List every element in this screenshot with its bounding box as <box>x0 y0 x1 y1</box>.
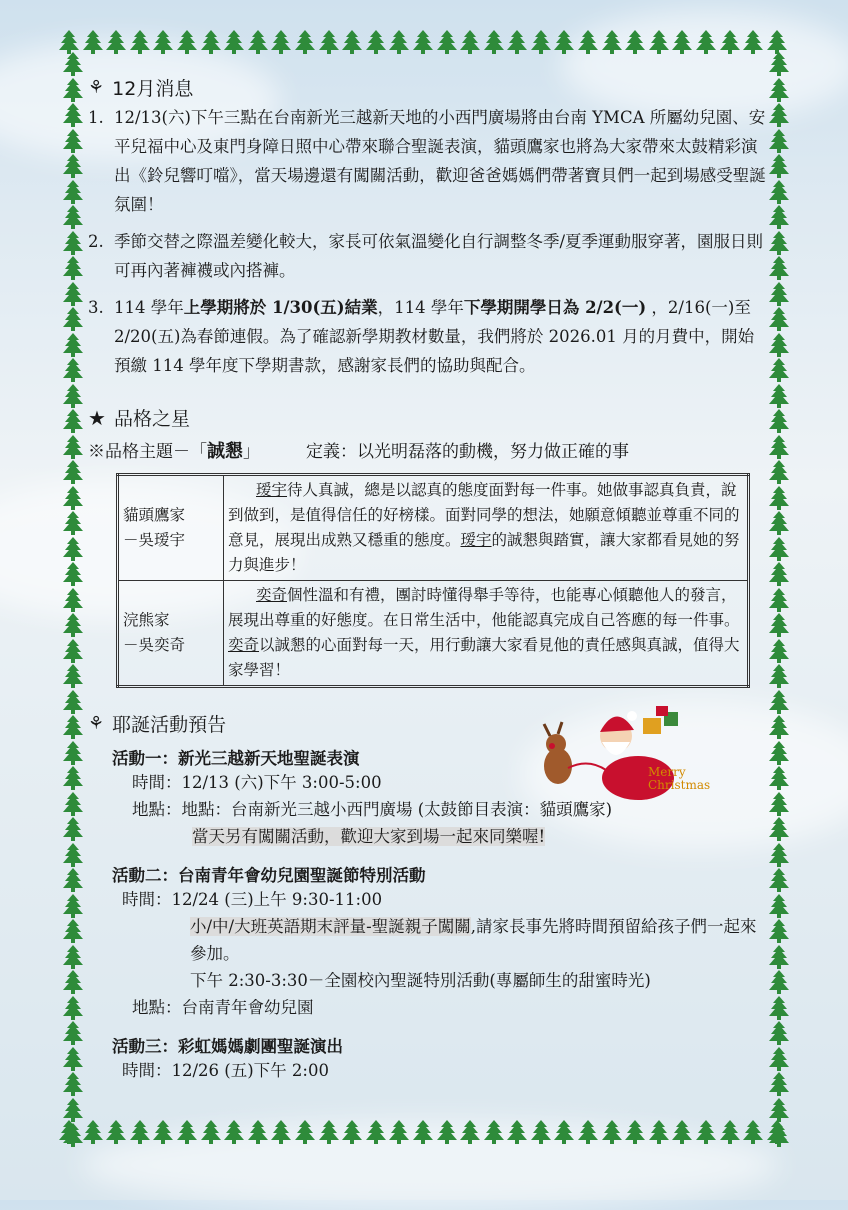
christmas-tree-icon <box>412 1120 434 1144</box>
christmas-tree-icon <box>695 1120 717 1144</box>
christmas-tree-icon <box>695 30 717 54</box>
christmas-tree-icon <box>129 30 151 54</box>
christmas-tree-icon <box>768 1123 790 1147</box>
christmas-tree-icon <box>742 1120 764 1144</box>
christmas-tree-icon <box>768 945 790 969</box>
event-3 <box>112 1033 768 1084</box>
christmas-tree-icon <box>388 1120 410 1144</box>
christmas-tree-icon <box>768 231 790 255</box>
christmas-tree-icon <box>768 205 790 229</box>
christmas-tree-icon <box>768 588 790 612</box>
christmas-tree-icon <box>768 613 790 637</box>
merry-christmas-text: Merry Christmas <box>648 765 711 792</box>
christmas-tree-icon <box>341 1120 363 1144</box>
news-title: 12月消息 <box>112 78 194 100</box>
christmas-tree-icon <box>223 30 245 54</box>
christmas-tree-icon <box>768 715 790 739</box>
item-number: 3. <box>88 298 104 317</box>
christmas-tree-icon <box>318 30 340 54</box>
semester-end: 上學期將於 1/30(五)結業 <box>183 298 378 317</box>
christmas-tree-icon <box>768 435 790 459</box>
christmas-tree-icon <box>768 562 790 586</box>
christmas-tree-icon <box>341 30 363 54</box>
christmas-tree-icon <box>624 30 646 54</box>
christmas-tree-icon <box>365 30 387 54</box>
christmas-tree-icon <box>176 1120 198 1144</box>
list-item <box>88 293 768 380</box>
christmas-tree-icon <box>365 1120 387 1144</box>
christmas-tree-icon <box>62 231 84 255</box>
christmas-tree-icon <box>768 996 790 1020</box>
christmas-tree-icon <box>270 1120 292 1144</box>
student-cell: 貓頭鷹家 －吳瑷宇 <box>118 475 224 581</box>
item-text: 季節交替之際溫差變化較大，家長可依氣溫變化自行調整冬季/夏季運動服穿著，園服日則可再內著褲襪或內搭褲。 <box>114 232 764 280</box>
christmas-tree-icon <box>62 409 84 433</box>
character-title: 品格之星 <box>113 408 190 430</box>
christmas-tree-icon <box>152 1120 174 1144</box>
christmas-tree-icon <box>768 919 790 943</box>
christmas-tree-icon <box>768 256 790 280</box>
item-number: 1. <box>88 108 104 127</box>
newsletter-content <box>88 74 768 1084</box>
event-2-title: 活動二：台南青年會幼兒園聖誕節特別活動 <box>112 866 426 885</box>
christmas-tree-icon <box>768 282 790 306</box>
santa-sleigh-icon <box>528 698 718 816</box>
event-1-note: 當天另有闖關活動，歡迎大家到場一起來同樂喔! <box>192 827 546 846</box>
christmas-tree-icon <box>62 996 84 1020</box>
christmas-tree-icon <box>62 384 84 408</box>
christmas-tree-icon <box>388 30 410 54</box>
christmas-tree-icon <box>768 52 790 76</box>
tree-border-right <box>766 52 792 1147</box>
christmas-tree-icon <box>62 894 84 918</box>
christmas-tree-icon <box>270 30 292 54</box>
christmas-tree-icon <box>506 1120 528 1144</box>
christmas-tree-icon <box>62 817 84 841</box>
christmas-tree-icon <box>62 511 84 535</box>
item-text: 12/13(六)下午三點在台南新光三越新天地的小西門廣場將由台南 YMCA 所屬幼兒園、安平兒福中心及東門身障日照中心帶來聯合聖誕表演，貓頭鷹家也將為大家帶來太鼓精彩演出《鈴兒響叮噹》，當天場邊還有闖關活動，歡迎爸爸媽媽們帶著寶貝們一起到場感受聖誕氛圍！ <box>114 108 766 214</box>
christmas-tree-icon <box>459 30 481 54</box>
christmas-tree-icon <box>62 1098 84 1122</box>
news-heading <box>88 74 768 101</box>
christmas-tree-icon <box>412 30 434 54</box>
star-icon: ★ <box>88 405 106 430</box>
christmas-tree-icon <box>247 1120 269 1144</box>
christmas-tree-icon <box>768 333 790 357</box>
christmas-tree-icon <box>719 30 741 54</box>
event-1-time: 時間：12/13 (六)下午 3:00-5:00 <box>132 773 382 792</box>
christmas-tree-icon <box>768 180 790 204</box>
christmas-tree-icon <box>768 792 790 816</box>
christmas-tree-icon <box>768 103 790 127</box>
christmas-tree-icon <box>62 919 84 943</box>
christmas-tree-icon <box>62 868 84 892</box>
christmas-tree-icon <box>768 409 790 433</box>
item-text: 114 學年上學期將於 1/30(五)結業，114 學年下學期開學日為 2/2(一) ，2/16(一)至 2/20(五)為春節連假。為了確認新學期教材數量，我們將於 2026.01 月的月費中，開始預繳 114 學年度下學期書款，感謝家長們的協助與配合。 <box>114 298 755 375</box>
christmas-tree-icon <box>768 1072 790 1096</box>
event-3-time: 時間：12/26 (五)下午 2:00 <box>122 1061 329 1080</box>
theme-word: 誠懇 <box>207 441 243 462</box>
christmas-tree-icon <box>768 690 790 714</box>
christmas-tree-icon <box>62 970 84 994</box>
christmas-tree-icon <box>62 1123 84 1147</box>
christmas-tree-icon <box>62 715 84 739</box>
christmas-tree-icon <box>768 129 790 153</box>
christmas-tree-icon <box>62 562 84 586</box>
christmas-tree-icon <box>105 30 127 54</box>
semester-start: 下學期開學日為 2/2(一) <box>463 298 647 317</box>
christmas-tree-icon <box>62 180 84 204</box>
christmas-tree-icon <box>768 486 790 510</box>
christmas-tree-icon <box>768 766 790 790</box>
christmas-tree-icon <box>62 588 84 612</box>
christmas-tree-icon <box>768 307 790 331</box>
christmas-tree-icon <box>200 30 222 54</box>
christmas-tree-icon <box>530 1120 552 1144</box>
character-heading <box>88 404 768 431</box>
christmas-tree-icon <box>671 30 693 54</box>
christmas-tree-icon <box>62 843 84 867</box>
christmas-tree-icon <box>82 30 104 54</box>
description-cell: 瑷宇待人真誠，總是以認真的態度面對每一件事。她做事認真負責，說到做到，是值得信任的好榜樣。面對同學的想法，她願意傾聽並尊重不同的意見，展現出成熟又穩重的態度。瑷宇的誠懇與踏實，讓大家都看見她的努力與進步！ <box>224 475 749 581</box>
christmas-tree-icon <box>247 30 269 54</box>
christmas-tree-icon <box>768 741 790 765</box>
christmas-tree-icon <box>62 333 84 357</box>
christmas-tree-icon <box>768 868 790 892</box>
christmas-tree-icon <box>768 78 790 102</box>
christmas-tree-icon <box>483 30 505 54</box>
christmas-tree-icon <box>176 30 198 54</box>
christmas-tree-icon <box>768 154 790 178</box>
event-1-place: 地點：地點：台南新光三越小西門廣場 (太鼓節目表演：貓頭鷹家) <box>132 800 613 819</box>
news-list <box>88 103 768 380</box>
christmas-tree-icon <box>62 792 84 816</box>
christmas-tree-icon <box>768 384 790 408</box>
santa-illustration <box>528 698 718 816</box>
christmas-tree-icon <box>62 486 84 510</box>
christmas-tree-icon <box>648 1120 670 1144</box>
christmas-tree-icon <box>768 894 790 918</box>
christmas-tree-icon <box>62 460 84 484</box>
christmas-tree-icon <box>62 639 84 663</box>
christmas-tree-icon <box>105 1120 127 1144</box>
description-cell: 奕奇個性溫和有禮，團討時懂得舉手等待，也能專心傾聽他人的發言，展現出尊重的好態度。在日常生活中，他能認真完成自己答應的每一件事。奕奇以誠懇的心面對每一天，用行動讓大家看見他的責任感與真誠，值得大家學習！ <box>224 581 749 687</box>
christmas-tree-icon <box>719 1120 741 1144</box>
christmas-tree-icon <box>294 30 316 54</box>
christmas-tree-icon <box>768 460 790 484</box>
christmas-tree-icon <box>768 843 790 867</box>
christmas-tree-icon <box>62 205 84 229</box>
christmas-tree-icon <box>768 1047 790 1071</box>
christmas-tree-icon <box>62 1047 84 1071</box>
events-title: 耶誕活動預告 <box>112 714 227 736</box>
christmas-tree-icon <box>768 358 790 382</box>
christmas-tree-icon <box>436 30 458 54</box>
event-2-note: 小/中/大班英語期末評量-聖誕親子闖關,請家長事先將時間預留給孩子們一起來參加。 <box>190 917 757 963</box>
christmas-tree-icon <box>601 1120 623 1144</box>
christmas-tree-icon <box>483 1120 505 1144</box>
list-item <box>88 103 768 219</box>
christmas-tree-icon <box>62 690 84 714</box>
christmas-tree-icon <box>768 639 790 663</box>
christmas-tree-icon <box>62 129 84 153</box>
christmas-tree-icon <box>624 1120 646 1144</box>
christmas-tree-icon <box>62 103 84 127</box>
christmas-tree-icon <box>577 30 599 54</box>
christmas-tree-icon <box>553 1120 575 1144</box>
christmas-tree-icon <box>62 282 84 306</box>
christmas-tree-icon <box>506 30 528 54</box>
christmas-tree-icon <box>294 1120 316 1144</box>
event-2-afternoon: 下午 2:30-3:30－全園校內聖誕特別活動(專屬師生的甜蜜時光) <box>190 971 651 990</box>
tree-border-top <box>58 30 788 56</box>
list-item <box>88 227 768 285</box>
butterfly-icon: ⚘ <box>88 77 105 98</box>
christmas-tree-icon <box>62 1072 84 1096</box>
table-row <box>118 581 749 687</box>
character-table <box>116 473 750 688</box>
theme-definition: 定義：以光明磊落的動機，努力做正確的事 <box>306 442 629 462</box>
christmas-tree-icon <box>318 1120 340 1144</box>
christmas-tree-icon <box>62 52 84 76</box>
christmas-tree-icon <box>200 1120 222 1144</box>
christmas-tree-icon <box>768 970 790 994</box>
christmas-tree-icon <box>768 537 790 561</box>
event-2-time: 時間：12/24 (三)上午 9:30-11:00 <box>122 890 383 909</box>
christmas-tree-icon <box>768 511 790 535</box>
christmas-tree-icon <box>459 1120 481 1144</box>
christmas-tree-icon <box>577 1120 599 1144</box>
christmas-tree-icon <box>62 741 84 765</box>
christmas-tree-icon <box>62 307 84 331</box>
christmas-tree-icon <box>601 30 623 54</box>
tree-border-left <box>60 52 86 1147</box>
christmas-tree-icon <box>553 30 575 54</box>
christmas-tree-icon <box>766 30 788 54</box>
event-3-title: 活動三：彩虹媽媽劇團聖誕演出 <box>112 1037 343 1056</box>
event-2-place: 地點：台南青年會幼兒園 <box>132 998 314 1017</box>
christmas-tree-icon <box>62 537 84 561</box>
christmas-tree-icon <box>768 1098 790 1122</box>
christmas-tree-icon <box>742 30 764 54</box>
christmas-tree-icon <box>62 664 84 688</box>
christmas-tree-icon <box>129 1120 151 1144</box>
christmas-tree-icon <box>436 1120 458 1144</box>
christmas-tree-icon <box>58 30 80 54</box>
tree-border-bottom <box>58 1120 788 1146</box>
christmas-tree-icon <box>530 30 552 54</box>
christmas-tree-icon <box>223 1120 245 1144</box>
christmas-tree-icon <box>152 30 174 54</box>
event-2 <box>112 862 768 1021</box>
christmas-tree-icon <box>768 817 790 841</box>
christmas-tree-icon <box>62 358 84 382</box>
event-1-title: 活動一：新光三越新天地聖誕表演 <box>112 749 360 768</box>
christmas-tree-icon <box>62 613 84 637</box>
christmas-tree-icon <box>671 1120 693 1144</box>
christmas-tree-icon <box>648 30 670 54</box>
christmas-tree-icon <box>62 766 84 790</box>
christmas-tree-icon <box>62 154 84 178</box>
christmas-tree-icon <box>768 1021 790 1045</box>
butterfly-icon: ⚘ <box>88 713 105 734</box>
student-cell: 浣熊家 －吳奕奇 <box>118 581 224 687</box>
christmas-tree-icon <box>62 1021 84 1045</box>
christmas-tree-icon <box>62 78 84 102</box>
christmas-tree-icon <box>62 256 84 280</box>
christmas-tree-icon <box>768 664 790 688</box>
christmas-tree-icon <box>62 435 84 459</box>
character-theme: ※品格主題－「 誠懇 」 定義：以光明磊落的動機，努力做正確的事 <box>88 437 768 463</box>
christmas-tree-icon <box>62 945 84 969</box>
item-number: 2. <box>88 232 104 251</box>
table-row <box>118 475 749 581</box>
